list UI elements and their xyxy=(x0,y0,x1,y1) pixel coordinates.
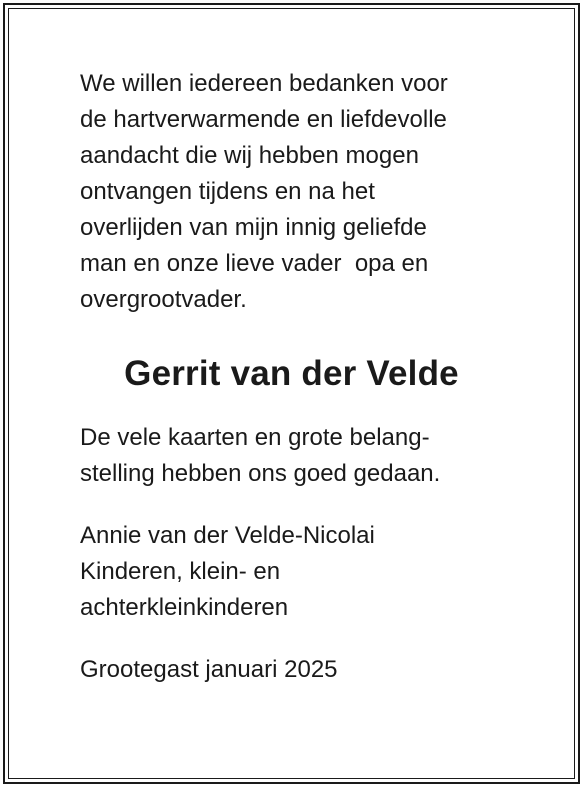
intro-line: overgrootvader. xyxy=(80,286,247,313)
notice-content xyxy=(80,66,530,688)
signature-line: Kinderen, klein- en xyxy=(80,558,281,585)
place-date: Grootegast januari 2025 xyxy=(80,656,338,683)
signature-line: Annie van der Velde-Nicolai xyxy=(80,522,375,549)
thanks-line: stelling hebben ons goed gedaan. xyxy=(80,460,441,487)
intro-paragraph xyxy=(80,66,530,318)
intro-line: man en onze lieve vader opa en xyxy=(80,250,429,277)
thanks-line: De vele kaarten en grote belang- xyxy=(80,424,430,451)
thanks-paragraph xyxy=(80,420,530,492)
signature-line: achterkleinkinderen xyxy=(80,594,289,621)
intro-line: aandacht die wij hebben mogen xyxy=(80,142,419,169)
intro-line: We willen iedereen bedanken voor xyxy=(80,70,448,97)
spacer xyxy=(80,492,530,518)
intro-line: de hartverwarmende en liefdevolle xyxy=(80,106,447,133)
intro-line: ontvangen tijdens en na het xyxy=(80,178,375,205)
spacer xyxy=(80,626,530,652)
signature-paragraph xyxy=(80,518,530,626)
intro-line: overlijden van mijn innig geliefde xyxy=(80,214,427,241)
place-date-paragraph xyxy=(80,652,530,688)
deceased-name: Gerrit van der Velde xyxy=(124,354,459,393)
